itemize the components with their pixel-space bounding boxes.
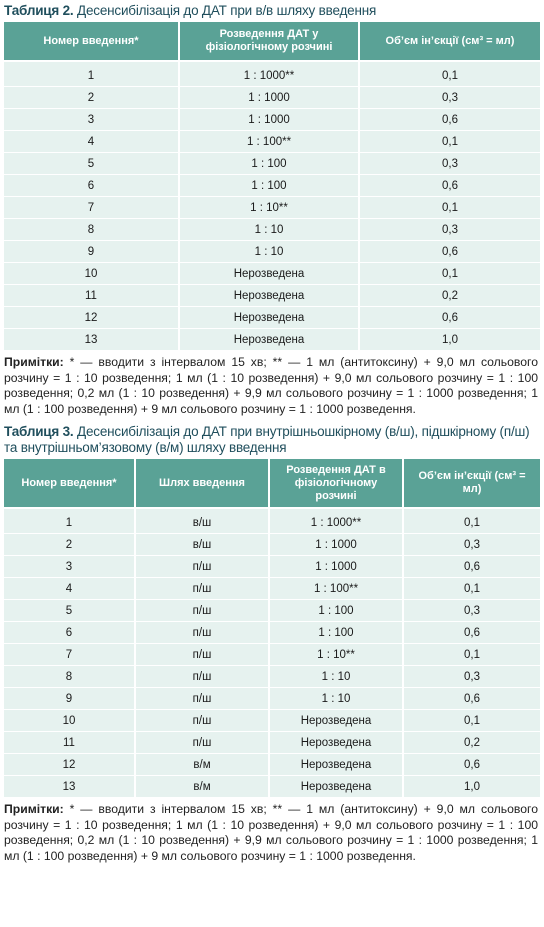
table-cell: 0,1: [404, 710, 540, 732]
table-cell: 1 : 10: [180, 241, 360, 263]
table3-note-label: Примітки:: [4, 802, 64, 816]
table-cell: 1 : 10: [180, 219, 360, 241]
table-cell: 0,3: [360, 153, 540, 175]
table-row: [4, 131, 540, 153]
table-cell: в/ш: [136, 512, 270, 534]
table-row: [4, 710, 540, 732]
table-cell: п/ш: [136, 600, 270, 622]
table-cell: 4: [4, 578, 136, 600]
table-cell: 0,6: [404, 556, 540, 578]
table-cell: 0,2: [360, 285, 540, 307]
table-cell: 0,6: [360, 109, 540, 131]
table-cell: в/м: [136, 754, 270, 776]
table-cell: 8: [4, 666, 136, 688]
table3-body: [4, 509, 540, 798]
table-cell: 0,3: [404, 666, 540, 688]
table-row: [4, 776, 540, 798]
table-row: [4, 666, 540, 688]
table-cell: 1 : 1000: [270, 534, 404, 556]
table-cell: 1,0: [404, 776, 540, 798]
table-row: [4, 285, 540, 307]
table-row: [4, 622, 540, 644]
table-cell: Нерозведена: [180, 263, 360, 285]
table-row: [4, 732, 540, 754]
table-cell: Нерозведена: [270, 732, 404, 754]
table-cell: 1 : 100: [270, 622, 404, 644]
table-cell: 13: [4, 776, 136, 798]
table3-note-text: * — вводити з інтервалом 15 хв; ** — 1 мл (антитоксину) + 9,0 мл сольового розчину = 1 : 10 розведення; 1 мл (1 : 10 розведення) + 9,0 мл сольового розчину = 1 : 100 розведення; 0,2 мл (1 : 10 розведення) + 9,9 мл сольового розчину = 1 : 1000 розведення; 1 мл (1 : 100 розведення) + 9 мл сольового розчину = 1 : 1000 розведення.: [4, 802, 538, 863]
table-cell: Нерозведена: [180, 285, 360, 307]
table-cell: 1: [4, 65, 180, 87]
table2-body: [4, 62, 540, 351]
table-row: [4, 512, 540, 534]
table-cell: в/м: [136, 776, 270, 798]
table3-note: [4, 798, 540, 868]
table-cell: 0,1: [360, 197, 540, 219]
table-cell: п/ш: [136, 578, 270, 600]
table-cell: 12: [4, 754, 136, 776]
table-cell: 1 : 1000**: [270, 512, 404, 534]
table-cell: п/ш: [136, 666, 270, 688]
table-cell: 1 : 1000**: [180, 65, 360, 87]
table-cell: 5: [4, 153, 180, 175]
table-cell: 7: [4, 644, 136, 666]
table-cell: 0,3: [360, 87, 540, 109]
table-row: [4, 307, 540, 329]
table2-note-label: Примітки:: [4, 355, 64, 369]
table-cell: Нерозведена: [270, 776, 404, 798]
table-cell: 8: [4, 219, 180, 241]
table-cell: 7: [4, 197, 180, 219]
table2-header-row: [4, 22, 540, 62]
table-cell: 0,1: [404, 512, 540, 534]
table-cell: 1 : 10**: [270, 644, 404, 666]
table-cell: п/ш: [136, 688, 270, 710]
table-cell: п/ш: [136, 732, 270, 754]
table-cell: 0,1: [404, 578, 540, 600]
table3-header-cell: Розведення ДАТ в фізіологічному розчині: [270, 459, 404, 509]
table-cell: 1 : 10**: [180, 197, 360, 219]
table-cell: 11: [4, 732, 136, 754]
table-row: [4, 153, 540, 175]
table-row: [4, 754, 540, 776]
table-cell: 1 : 100: [180, 175, 360, 197]
table-cell: 0,6: [360, 307, 540, 329]
table-cell: 1 : 100: [180, 153, 360, 175]
table-row: [4, 263, 540, 285]
table-cell: Нерозведена: [180, 329, 360, 351]
table-cell: 1 : 100: [270, 600, 404, 622]
table-cell: 1 : 1000: [270, 556, 404, 578]
table3-header-cell: Номер введення*: [4, 459, 136, 509]
table-cell: 1 : 1000: [180, 109, 360, 131]
table-cell: 6: [4, 175, 180, 197]
table-row: [4, 197, 540, 219]
table-cell: 3: [4, 109, 180, 131]
table-cell: 12: [4, 307, 180, 329]
table-row: [4, 644, 540, 666]
table-cell: 11: [4, 285, 180, 307]
table-cell: 0,1: [360, 263, 540, 285]
table-cell: п/ш: [136, 556, 270, 578]
table-cell: 3: [4, 556, 136, 578]
table-cell: 1 : 10: [270, 666, 404, 688]
table-cell: п/ш: [136, 622, 270, 644]
table3-header-cell: Об’єм ін’єкції (см³ = мл): [404, 459, 540, 509]
table-row: [4, 329, 540, 351]
table-cell: 1 : 10: [270, 688, 404, 710]
table-row: [4, 578, 540, 600]
table2-note-text: * — вводити з інтервалом 15 хв; ** — 1 мл (антитоксину) + 9,0 мл сольового розчину = 1 : 10 розведення; 1 мл (1 : 10 розведення) + 9,0 мл сольового розчину = 1 : 100 розведення; 0,2 мл (1 : 10 розведення) + 9,9 мл сольового розчину = 1 : 1000 розведення; 1 мл (1 : 100 розведення) + 9 мл сольового розчину = 1 : 1000 розведення.: [4, 355, 538, 416]
table-cell: 9: [4, 688, 136, 710]
table-cell: 13: [4, 329, 180, 351]
table-cell: 6: [4, 622, 136, 644]
table-cell: 2: [4, 87, 180, 109]
table-row: [4, 109, 540, 131]
table-cell: 0,3: [360, 219, 540, 241]
table-cell: п/ш: [136, 644, 270, 666]
table2-header-cell: Номер введення*: [4, 22, 180, 62]
table-row: [4, 241, 540, 263]
table3-caption-number: Таблиця 3.: [4, 424, 74, 439]
table-cell: 0,1: [360, 131, 540, 153]
table-row: [4, 556, 540, 578]
table-cell: 5: [4, 600, 136, 622]
table3: [4, 459, 540, 798]
table2: [4, 22, 540, 351]
table-cell: 10: [4, 263, 180, 285]
table-cell: 9: [4, 241, 180, 263]
table-cell: 0,2: [404, 732, 540, 754]
table2-header-cell: Розведення ДАТ у фізіологічному розчині: [180, 22, 360, 62]
table-cell: 1,0: [360, 329, 540, 351]
table2-caption-number: Таблиця 2.: [4, 3, 74, 18]
table-cell: 0,3: [404, 534, 540, 556]
table-row: [4, 688, 540, 710]
table3-caption: [4, 421, 540, 459]
table-row: [4, 87, 540, 109]
table3-header-cell: Шлях введення: [136, 459, 270, 509]
table3-caption-text: Десенсибілізація до ДАТ при внутрішньошкірному (в/ш), підшкірному (п/ш) та внутрішньом’язовому (в/м) шляху введення: [4, 424, 530, 455]
table-cell: п/ш: [136, 710, 270, 732]
table-cell: 1 : 100**: [270, 578, 404, 600]
table-cell: 1 : 100**: [180, 131, 360, 153]
table-cell: Нерозведена: [270, 710, 404, 732]
table2-header-cell: Об’єм ін’єкції (см³ = мл): [360, 22, 540, 62]
table-cell: 0,1: [360, 65, 540, 87]
table-cell: 0,6: [360, 175, 540, 197]
table2-caption: [4, 0, 540, 22]
table-cell: 0,6: [404, 622, 540, 644]
table-cell: Нерозведена: [270, 754, 404, 776]
table-cell: 0,3: [404, 600, 540, 622]
table-cell: 4: [4, 131, 180, 153]
table2-caption-text: Десенсибілізація до ДАТ при в/в шляху введення: [77, 3, 377, 18]
table-cell: 1: [4, 512, 136, 534]
table-row: [4, 600, 540, 622]
table-cell: 10: [4, 710, 136, 732]
table-row: [4, 175, 540, 197]
table-cell: 0,1: [404, 644, 540, 666]
table-cell: Нерозведена: [180, 307, 360, 329]
table-row: [4, 219, 540, 241]
table-cell: в/ш: [136, 534, 270, 556]
table2-note: [4, 351, 540, 421]
table-cell: 0,6: [404, 688, 540, 710]
table-row: [4, 534, 540, 556]
table-row: [4, 65, 540, 87]
table-cell: 0,6: [360, 241, 540, 263]
table3-header-row: [4, 459, 540, 509]
table-cell: 2: [4, 534, 136, 556]
table-cell: 1 : 1000: [180, 87, 360, 109]
table-cell: 0,6: [404, 754, 540, 776]
